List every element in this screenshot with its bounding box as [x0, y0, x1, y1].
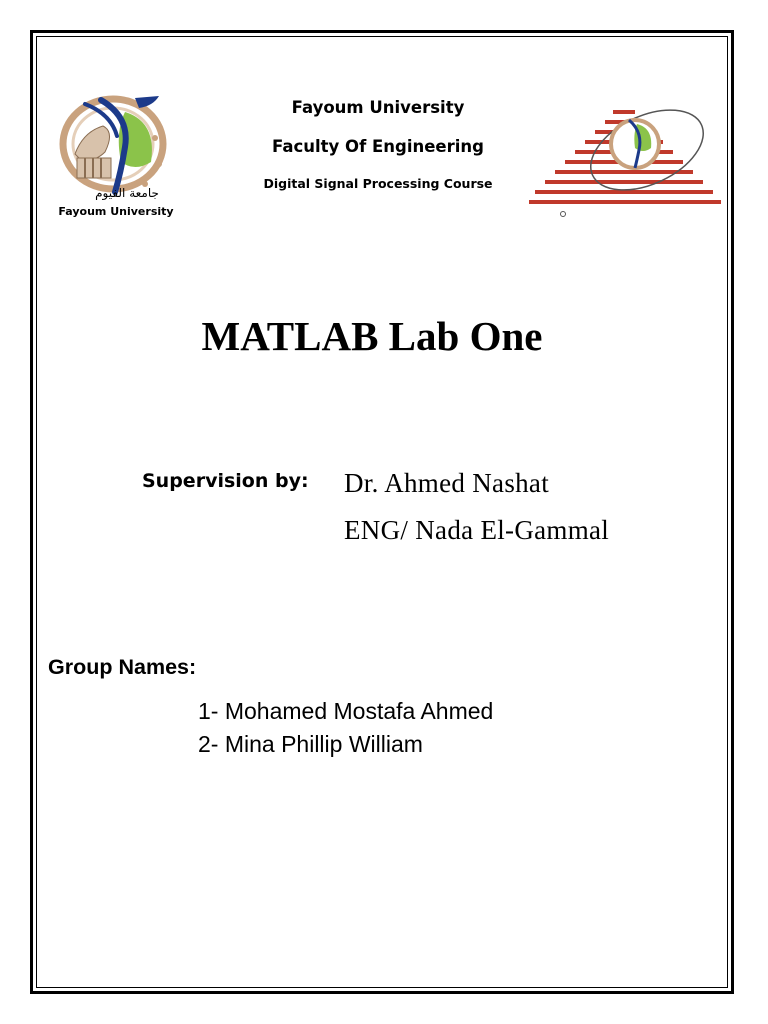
document-title: MATLAB Lab One [201, 313, 543, 359]
supervisor-name: ENG/ Nada El-Gammal [344, 515, 610, 545]
faculty-of-engineering-logo [525, 90, 725, 220]
university-name: Fayoum University [291, 98, 465, 117]
group-member: 2- Mina Phillip William [198, 731, 423, 757]
faculty-name: Faculty Of Engineering [272, 137, 484, 156]
group-names-label: Group Names: [48, 655, 197, 679]
fayoum-logo-caption: Fayoum University [58, 205, 174, 218]
group-member: 1- Mohamed Mostafa Ahmed [198, 698, 494, 724]
fayoum-logo-arabic-text: جامعة الفيوم [95, 186, 159, 200]
supervision-label: Supervision by: [142, 470, 309, 492]
supervisor-name: Dr. Ahmed Nashat [344, 468, 550, 498]
course-name: Digital Signal Processing Course [263, 176, 493, 191]
